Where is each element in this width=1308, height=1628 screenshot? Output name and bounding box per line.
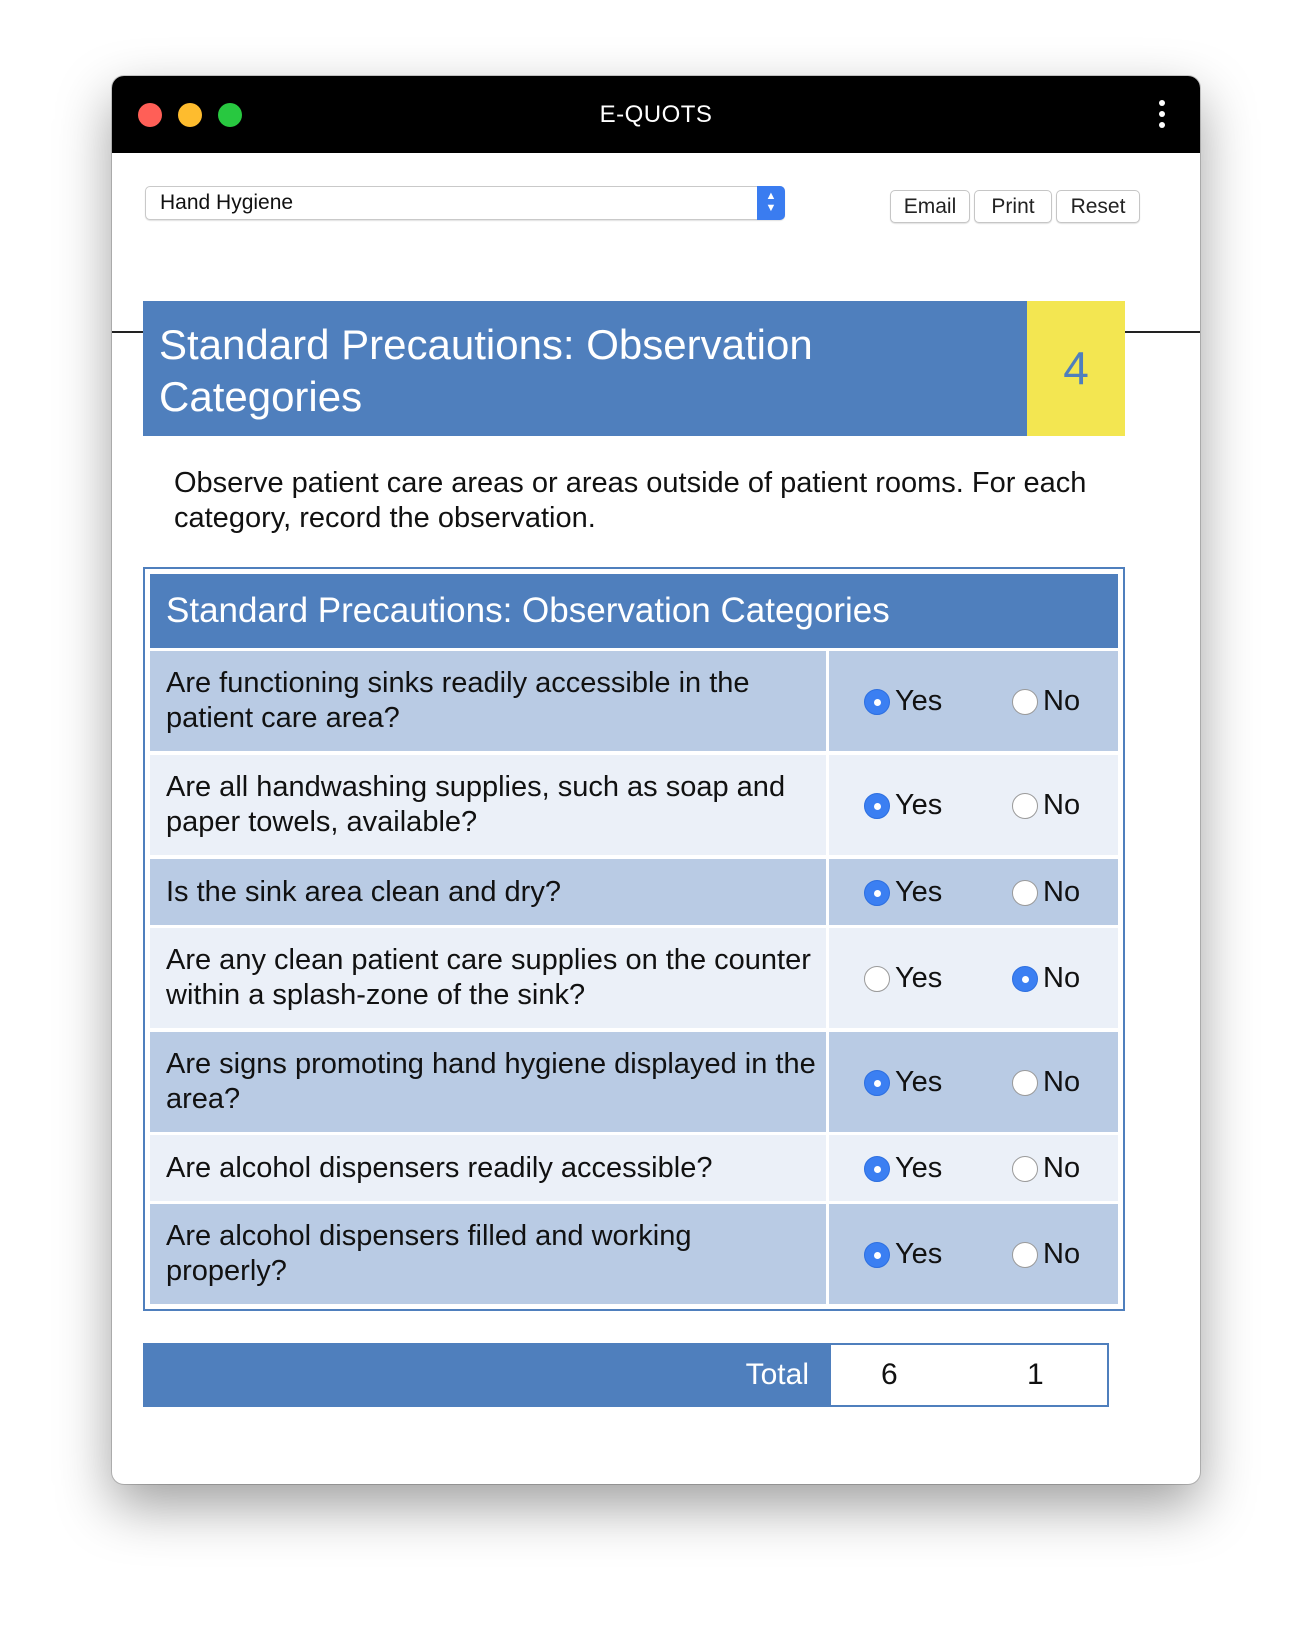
- question-text: Are all handwashing supplies, such as soap and paper towels, available?: [150, 755, 826, 855]
- question-text: Are functioning sinks readily accessible in the patient care area?: [150, 651, 826, 751]
- no-radio[interactable]: [1012, 966, 1038, 992]
- answer-cell: [829, 1032, 1118, 1132]
- total-yes-count: 6: [881, 1358, 898, 1391]
- table-row: [150, 859, 1118, 925]
- no-label: No: [1043, 685, 1081, 717]
- yes-radio[interactable]: [864, 689, 890, 715]
- app-window: [112, 76, 1200, 1484]
- yes-label: Yes: [895, 962, 943, 994]
- yes-label: Yes: [895, 1152, 943, 1184]
- yes-radio[interactable]: [864, 880, 890, 906]
- no-radio[interactable]: [1012, 793, 1038, 819]
- table-row: [150, 928, 1118, 1028]
- no-radio[interactable]: [1012, 689, 1038, 715]
- question-text: Is the sink area clean and dry?: [150, 859, 826, 925]
- instructions-text: Observe patient care areas or areas outside of patient rooms. For each category, record the observation.: [174, 467, 1087, 534]
- table-title: Standard Precautions: Observation Categories: [150, 574, 1118, 648]
- totals-bar: [143, 1343, 1109, 1407]
- chevron-up-down-icon: ▲ ▼: [757, 186, 785, 220]
- question-text: Are alcohol dispensers filled and working properly?: [150, 1204, 826, 1304]
- section-count-badge: 4: [1027, 301, 1125, 436]
- no-label: No: [1043, 876, 1081, 908]
- email-button[interactable]: Email: [890, 190, 970, 223]
- table-row: [150, 651, 1118, 751]
- answer-cell: [829, 859, 1118, 925]
- yes-label: Yes: [895, 789, 943, 821]
- no-label: No: [1043, 789, 1081, 821]
- no-radio[interactable]: [1012, 1242, 1038, 1268]
- no-radio[interactable]: [1012, 1156, 1038, 1182]
- totals-box: [829, 1343, 1109, 1407]
- answer-cell: [829, 651, 1118, 751]
- question-text: Are signs promoting hand hygiene displayed in the area?: [150, 1032, 826, 1132]
- no-label: No: [1043, 1152, 1081, 1184]
- yes-label: Yes: [895, 1066, 943, 1098]
- form-select-value: Hand Hygiene: [160, 191, 294, 214]
- table-row: [150, 1135, 1118, 1201]
- answer-cell: [829, 1204, 1118, 1304]
- no-label: No: [1043, 1238, 1081, 1270]
- table-row: [150, 1204, 1118, 1304]
- answer-cell: [829, 1135, 1118, 1201]
- yes-radio[interactable]: [864, 966, 890, 992]
- total-label: Total: [745, 1358, 809, 1391]
- section-header: [143, 301, 1125, 436]
- yes-label: Yes: [895, 1238, 943, 1270]
- question-text: Are any clean patient care supplies on the counter within a splash-zone of the sink?: [150, 928, 826, 1028]
- title-bar: [112, 76, 1200, 153]
- yes-radio[interactable]: [864, 1156, 890, 1182]
- yes-radio[interactable]: [864, 1070, 890, 1096]
- answer-cell: [829, 928, 1118, 1028]
- form-select[interactable]: [145, 186, 785, 220]
- yes-label: Yes: [895, 685, 943, 717]
- app-title: E-QUOTS: [599, 101, 713, 128]
- no-label: No: [1043, 1066, 1081, 1098]
- yes-label: Yes: [895, 876, 943, 908]
- question-text: Are alcohol dispensers readily accessible?: [150, 1135, 826, 1201]
- more-options-icon[interactable]: [1158, 100, 1166, 130]
- print-button[interactable]: Print: [974, 190, 1052, 223]
- no-radio[interactable]: [1012, 1070, 1038, 1096]
- reset-button[interactable]: Reset: [1056, 190, 1140, 223]
- total-no-count: 1: [1027, 1358, 1044, 1391]
- yes-radio[interactable]: [864, 793, 890, 819]
- section-title: Standard Precautions: Observation Categories: [159, 321, 813, 420]
- no-label: No: [1043, 962, 1081, 994]
- yes-radio[interactable]: [864, 1242, 890, 1268]
- answer-cell: [829, 755, 1118, 855]
- table-row: [150, 1032, 1118, 1132]
- observation-table: [143, 567, 1125, 1311]
- table-row: [150, 755, 1118, 855]
- no-radio[interactable]: [1012, 880, 1038, 906]
